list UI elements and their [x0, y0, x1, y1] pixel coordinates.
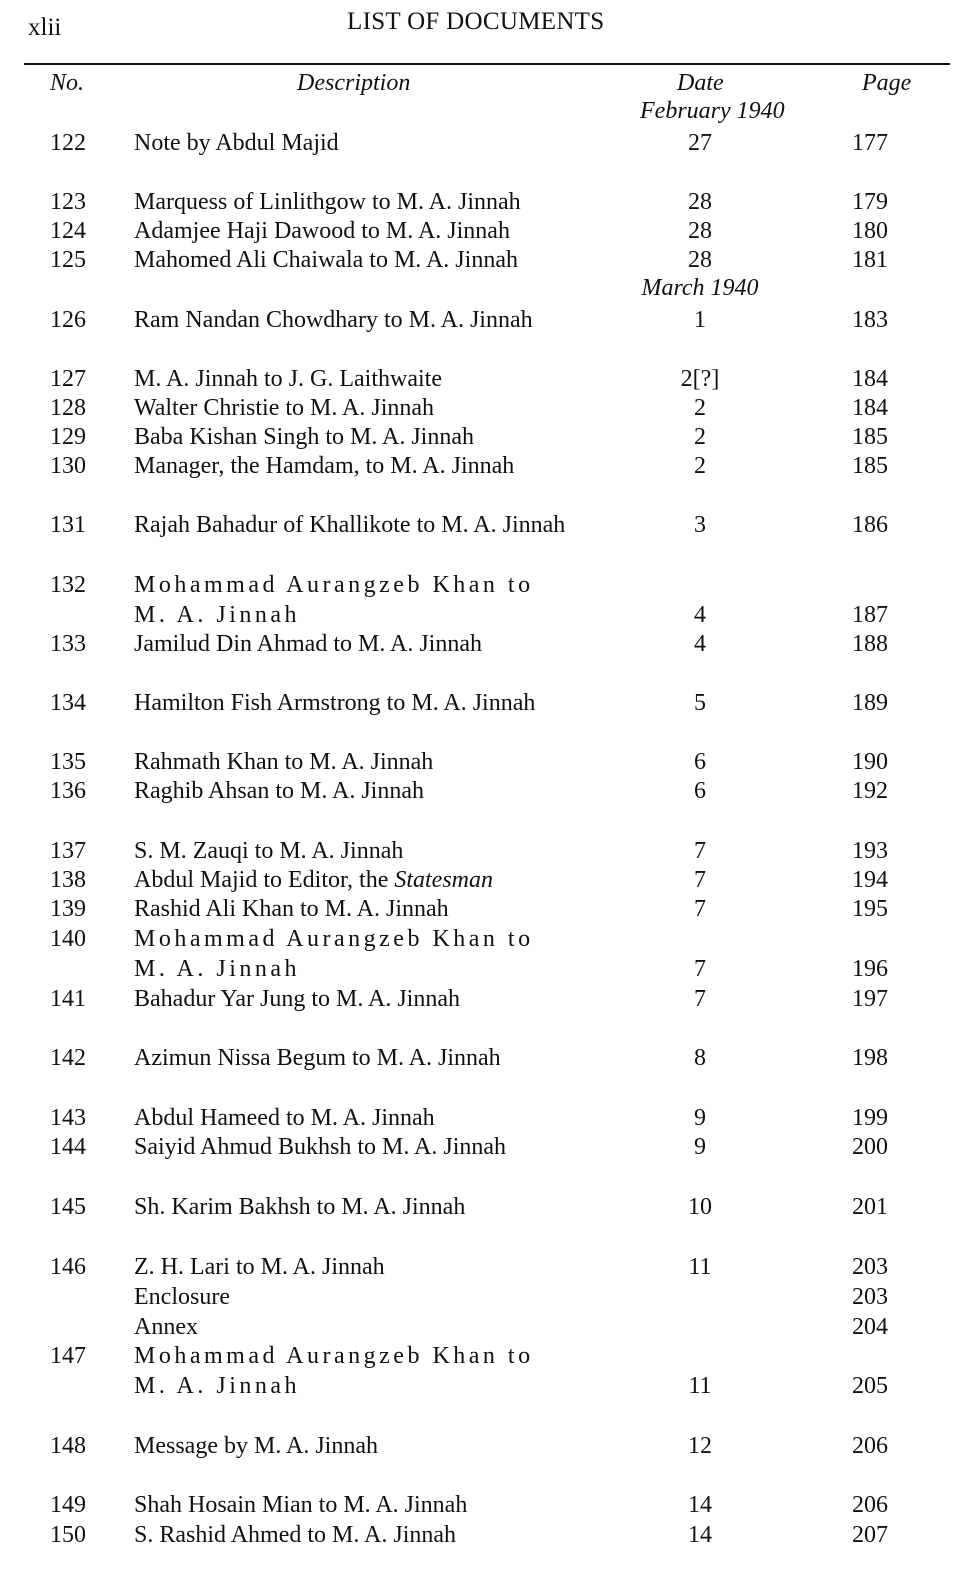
- entry-page: 203: [852, 1254, 888, 1280]
- document-entry: [0, 245, 968, 275]
- document-entry: [0, 305, 968, 335]
- entry-description-text: S. M. Zauqi to M. A. Jinnah: [134, 838, 404, 864]
- document-entry: [0, 570, 968, 600]
- entry-page: 185: [852, 424, 888, 450]
- entry-page: 196: [852, 956, 888, 982]
- entry-date: 2: [694, 395, 706, 421]
- entry-date: 7: [694, 867, 706, 893]
- entry-description: [134, 1341, 614, 1371]
- entry-page: 201: [852, 1194, 888, 1220]
- entry-description-text: Walter Christie to M. A. Jinnah: [134, 395, 435, 421]
- entry-page: 177: [852, 130, 888, 156]
- document-entry: [0, 187, 968, 217]
- entry-number: 124: [50, 218, 86, 244]
- document-entry: [0, 836, 968, 866]
- document-entry: [0, 1192, 968, 1222]
- entry-date: 14: [688, 1522, 712, 1548]
- entry-description: [134, 1282, 614, 1312]
- entry-description: [134, 393, 614, 423]
- entry-date: 11: [688, 1254, 712, 1280]
- entry-description: [134, 865, 614, 895]
- entry-description-text: Jamilud Din Ahmad to M. A. Jinnah: [134, 631, 482, 657]
- document-entry: [0, 128, 968, 158]
- entry-date: 2[?]: [680, 366, 720, 392]
- entry-number: 131: [50, 512, 86, 538]
- entry-description: [134, 1252, 614, 1282]
- entry-date: 28: [688, 218, 712, 244]
- entry-number: 130: [50, 453, 86, 479]
- entry-date: 12: [688, 1433, 712, 1459]
- entry-description-text: Mohammad Aurangzeb Khan to: [134, 1343, 534, 1369]
- entry-page: 186: [852, 512, 888, 538]
- entry-page: 189: [852, 690, 888, 716]
- entry-description-text: S. Rashid Ahmed to M. A. Jinnah: [134, 1522, 457, 1548]
- entry-description-text: Azimun Nissa Begum to M. A. Jinnah: [134, 1045, 501, 1071]
- entry-number: 132: [50, 572, 86, 598]
- entry-description-continuation: M. A. Jinnah: [134, 956, 301, 982]
- entry-date: 28: [688, 247, 712, 273]
- entry-page: 181: [852, 247, 888, 273]
- column-header-date: Date: [677, 70, 724, 96]
- page-number: xlii: [28, 14, 62, 41]
- entry-description: [134, 451, 614, 481]
- document-entry: [0, 1312, 968, 1342]
- entry-page: 184: [852, 395, 888, 421]
- document-entry: [0, 1132, 968, 1162]
- entry-number: 136: [50, 778, 86, 804]
- entry-description-text: Ram Nandan Chowdhary to M. A. Jinnah: [134, 307, 533, 333]
- entry-number: 146: [50, 1254, 86, 1280]
- entry-page: 206: [852, 1492, 888, 1518]
- entry-date: 9: [694, 1134, 706, 1160]
- entry-date: 11: [688, 1373, 712, 1399]
- entry-number: 150: [50, 1522, 86, 1548]
- column-header-page: Page: [862, 70, 912, 96]
- entry-date: 28: [688, 189, 712, 215]
- entry-description-text: Raghib Ahsan to M. A. Jinnah: [134, 778, 425, 804]
- entry-description: [134, 894, 614, 924]
- document-entry: [0, 776, 968, 806]
- entry-page: 206: [852, 1433, 888, 1459]
- entry-number: 123: [50, 189, 86, 215]
- entry-number: 125: [50, 247, 86, 273]
- document-entry: [0, 629, 968, 659]
- running-title: LIST OF DOCUMENTS: [347, 8, 605, 35]
- entry-page: 195: [852, 896, 888, 922]
- entry-description: [134, 510, 614, 540]
- entry-description-text: Abdul Hameed to M. A. Jinnah: [134, 1105, 435, 1131]
- entry-description: [134, 187, 614, 217]
- entry-number: 138: [50, 867, 86, 893]
- entry-page: 190: [852, 749, 888, 775]
- entry-description: [134, 836, 614, 866]
- entry-description: [134, 245, 614, 275]
- entry-number: 142: [50, 1045, 86, 1071]
- document-entry: [0, 1252, 968, 1282]
- entry-description-continuation: M. A. Jinnah: [134, 602, 301, 628]
- document-entry: [0, 1341, 968, 1371]
- entry-page: 197: [852, 986, 888, 1012]
- entry-description: [134, 422, 614, 452]
- entry-number: 135: [50, 749, 86, 775]
- entry-date: 7: [694, 956, 706, 982]
- entry-description: [134, 1192, 614, 1222]
- entry-page: 198: [852, 1045, 888, 1071]
- entry-description-text: M. A. Jinnah to J. G. Laithwaite: [134, 366, 442, 392]
- entry-description: [134, 1103, 614, 1133]
- document-entry: [0, 510, 968, 540]
- entry-number: 122: [50, 130, 86, 156]
- entry-description-text: Saiyid Ahmud Bukhsh to M. A. Jinnah: [134, 1134, 507, 1160]
- entry-date: 8: [694, 1045, 706, 1071]
- entry-date: 2: [694, 453, 706, 479]
- document-entry: [0, 1520, 968, 1550]
- entry-page: 199: [852, 1105, 888, 1131]
- entry-number: 134: [50, 690, 86, 716]
- publication-title: Statesman: [394, 867, 494, 893]
- entry-description-text: Enclosure: [134, 1284, 230, 1310]
- entry-description-text: Bahadur Yar Jung to M. A. Jinnah: [134, 986, 461, 1012]
- entry-number: 147: [50, 1343, 86, 1369]
- entry-description: [134, 1431, 614, 1461]
- entry-description: [134, 924, 614, 954]
- entry-date: 6: [694, 749, 706, 775]
- entry-description-text: Rashid Ali Khan to M. A. Jinnah: [134, 896, 449, 922]
- entry-date: 1: [694, 307, 706, 333]
- column-header-no: No.: [50, 70, 85, 96]
- entry-description-text: Adamjee Haji Dawood to M. A. Jinnah: [134, 218, 510, 244]
- month-label: February 1940: [640, 98, 785, 124]
- entry-page: 193: [852, 838, 888, 864]
- entry-description-text: Rajah Bahadur of Khallikote to M. A. Jinnah: [134, 512, 566, 538]
- entry-date: 4: [694, 602, 706, 628]
- document-entry-continuation: [0, 600, 968, 630]
- entry-description: [134, 1043, 614, 1073]
- entry-description-text: Z. H. Lari to M. A. Jinnah: [134, 1254, 385, 1280]
- entry-date: 7: [694, 896, 706, 922]
- entry-page: 188: [852, 631, 888, 657]
- column-header-description: Description: [297, 70, 411, 96]
- entry-number: 141: [50, 986, 86, 1012]
- entry-page: 179: [852, 189, 888, 215]
- entry-number: 149: [50, 1492, 86, 1518]
- document-entry: [0, 393, 968, 423]
- entry-description-text: Shah Hosain Mian to M. A. Jinnah: [134, 1492, 468, 1518]
- document-entry: [0, 1043, 968, 1073]
- entry-page: 192: [852, 778, 888, 804]
- month-label: March 1940: [641, 275, 759, 301]
- document-entry-continuation: [0, 954, 968, 984]
- entry-number: 127: [50, 366, 86, 392]
- document-entry: [0, 1103, 968, 1133]
- entry-description-text: Marquess of Linlithgow to M. A. Jinnah: [134, 189, 521, 215]
- entry-description-text: Hamilton Fish Armstrong to M. A. Jinnah: [134, 690, 536, 716]
- entry-page: 180: [852, 218, 888, 244]
- entry-description: [134, 984, 614, 1014]
- entry-description: [134, 1132, 614, 1162]
- entry-description-text: Mohammad Aurangzeb Khan to: [134, 572, 534, 598]
- document-entry: [0, 688, 968, 718]
- entry-number: 148: [50, 1433, 86, 1459]
- entry-date: 2: [694, 424, 706, 450]
- entry-number: 128: [50, 395, 86, 421]
- entry-date: 9: [694, 1105, 706, 1131]
- entry-number: 133: [50, 631, 86, 657]
- entry-page: 184: [852, 366, 888, 392]
- entry-date: 4: [694, 631, 706, 657]
- entry-date: 14: [688, 1492, 712, 1518]
- entry-description-text: Mohammad Aurangzeb Khan to: [134, 926, 534, 952]
- entry-number: 129: [50, 424, 86, 450]
- entry-date: 3: [694, 512, 706, 538]
- entry-description-text: Sh. Karim Bakhsh to M. A. Jinnah: [134, 1194, 466, 1220]
- entry-description-text: Mahomed Ali Chaiwala to M. A. Jinnah: [134, 247, 518, 273]
- entry-description-text: Note by Abdul Majid: [134, 130, 339, 156]
- entry-description-text: Message by M. A. Jinnah: [134, 1433, 378, 1459]
- entry-description: [134, 364, 614, 394]
- entry-date: 27: [688, 130, 712, 156]
- entry-page: 205: [852, 1373, 888, 1399]
- entry-description: [134, 747, 614, 777]
- document-entry: [0, 1282, 968, 1312]
- document-entry: [0, 747, 968, 777]
- entry-page: 194: [852, 867, 888, 893]
- entry-date: 7: [694, 838, 706, 864]
- month-heading: [0, 96, 968, 126]
- entry-number: 140: [50, 926, 86, 952]
- entry-description: [134, 570, 614, 600]
- entry-page: 185: [852, 453, 888, 479]
- entry-page: 187: [852, 602, 888, 628]
- entry-date: 5: [694, 690, 706, 716]
- entry-description-text: Manager, the Hamdam, to M. A. Jinnah: [134, 453, 515, 479]
- entry-description-continuation: M. A. Jinnah: [134, 1373, 301, 1399]
- entry-number: 143: [50, 1105, 86, 1131]
- entry-description: [134, 1312, 614, 1342]
- entry-date: 10: [688, 1194, 712, 1220]
- entry-page: 183: [852, 307, 888, 333]
- entry-number: 137: [50, 838, 86, 864]
- document-entry: [0, 894, 968, 924]
- entry-date: 6: [694, 778, 706, 804]
- entry-description: [134, 1490, 614, 1520]
- document-entry: [0, 984, 968, 1014]
- month-heading: [0, 273, 968, 303]
- document-entry: [0, 1431, 968, 1461]
- entry-page: 207: [852, 1522, 888, 1548]
- document-entry: [0, 1490, 968, 1520]
- entry-description: [134, 776, 614, 806]
- entry-description: [134, 1520, 614, 1550]
- entry-description: [134, 629, 614, 659]
- entry-page: 204: [852, 1314, 888, 1340]
- document-entry: [0, 422, 968, 452]
- entry-description: [134, 688, 614, 718]
- document-entry: [0, 216, 968, 246]
- entry-description-text: Annex: [134, 1314, 198, 1340]
- entry-page: 200: [852, 1134, 888, 1160]
- entry-description: [134, 128, 614, 158]
- entry-description-text: Baba Kishan Singh to M. A. Jinnah: [134, 424, 474, 450]
- document-entry: [0, 924, 968, 954]
- entry-date: 7: [694, 986, 706, 1012]
- entry-number: 126: [50, 307, 86, 333]
- document-entry: [0, 865, 968, 895]
- document-entry: [0, 451, 968, 481]
- entry-description: [134, 305, 614, 335]
- document-entry-continuation: [0, 1371, 968, 1401]
- entry-description-text: Rahmath Khan to M. A. Jinnah: [134, 749, 434, 775]
- entry-page: 203: [852, 1284, 888, 1310]
- entry-number: 144: [50, 1134, 86, 1160]
- entry-number: 139: [50, 896, 86, 922]
- entry-description-text: Abdul Majid to Editor, the: [134, 867, 395, 893]
- document-entry: [0, 364, 968, 394]
- entry-description: [134, 216, 614, 246]
- entry-number: 145: [50, 1194, 86, 1220]
